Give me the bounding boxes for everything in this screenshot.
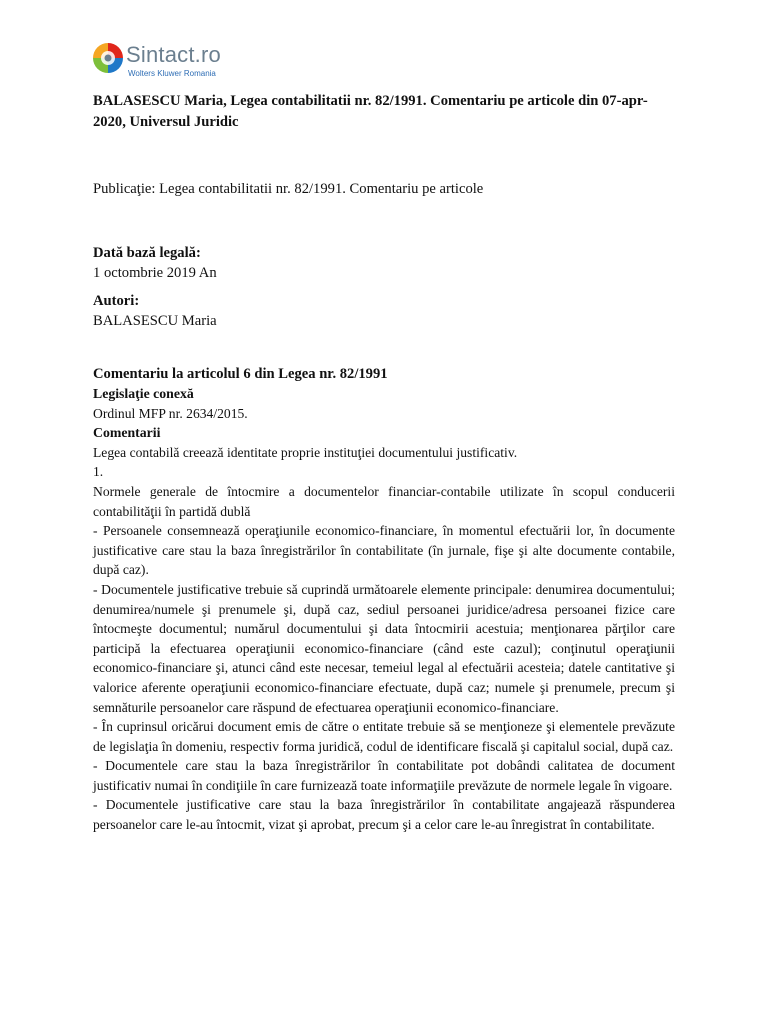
paragraph: - Documentele justificative trebuie să cuprindă următoarele elemente principale: denumirea documentului; denumirea/numele şi prenumele şi, după caz, sediul persoanei juridice/adresa persoanei fizice care întocmeşte documentul; numărul documentului şi data întocmirii acestuia; menţionarea părţilor care participă la efectuarea operaţiunii economico-financiare (când este cazul); conţinutul operaţiunii economico-financiare şi, atunci când este necesar, temeiul legal al efectuării acesteia; datele cantitative şi valorice aferente operaţiunii economico-financiare efectuate, după caz; numele şi prenumele, precum şi semnăturile persoanelor care răspund de efectuarea operaţiunii economico-financiare. [93,581,675,715]
logo-brand: Sintact.ro [126,42,221,67]
comment-title: Comentariu la articolul 6 din Legea nr. 82/1991 [93,366,388,382]
comments-label: Comentarii [93,425,161,441]
sintact-globe-icon [92,42,124,74]
related-legislation-label: Legislaţie conexă [93,386,194,401]
paragraph: - În cuprinsul oricărui document emis de către o entitate trebuie să se menţioneze şi elementele prevăzute de legislaţia în domeniu, respectiv forma juridică, codul de identificare fiscală şi capitalul social, după caz. [93,719,675,754]
document-title: BALASESCU Maria, Legea contabilitatii nr. 82/1991. Comentariu pe articole din 07-apr-2020, Universul Juridic [93,93,648,130]
comment-body [93,384,675,835]
item-number: 1. [93,464,104,480]
authors-value: BALASESCU Maria [93,313,217,329]
document-content [93,91,675,835]
paragraph: Normele generale de întocmire a documentelor financiar-contabile utilizate în scopul conducerii contabilităţii în partidă dublă [93,483,675,519]
publication-line: Publicaţie: Legea contabilitatii nr. 82/1991. Comentariu pe articole [93,181,484,197]
authors-label: Autori: [93,293,140,309]
related-legislation-link[interactable]: Ordinul MFP nr. 2634/2015. [93,405,248,421]
logo-tagline: Wolters Kluwer Romania [128,69,216,78]
legal-date-value: 1 octombrie 2019 An [93,265,217,281]
legal-date-label: Dată bază legală: [93,245,201,261]
paragraph: - Documentele care stau la baza înregistrărilor în contabilitate pot dobândi calitatea de document justificativ numai în condiţiile în care furnizează toate informaţiile prevăzute de normele legale în vigoare. [93,758,675,793]
intro-paragraph: Legea contabilă creează identitate proprie instituţiei documentului justificativ. [93,444,518,460]
paragraph: - Persoanele consemnează operaţiunile economico-financiare, în momentul efectuării lor, în documente justificative care stau la baza înregistrărilor în contabilitate (în jurnale, fişe şi alte documente contabile, după caz). [93,523,675,578]
paragraph: - Documentele justificative care stau la baza înregistrărilor în contabilitate angajează răspunderea persoanelor care le-au întocmit, vizat şi aprobat, precum şi a celor care le-au înregistrat în contabilitate. [93,797,675,833]
